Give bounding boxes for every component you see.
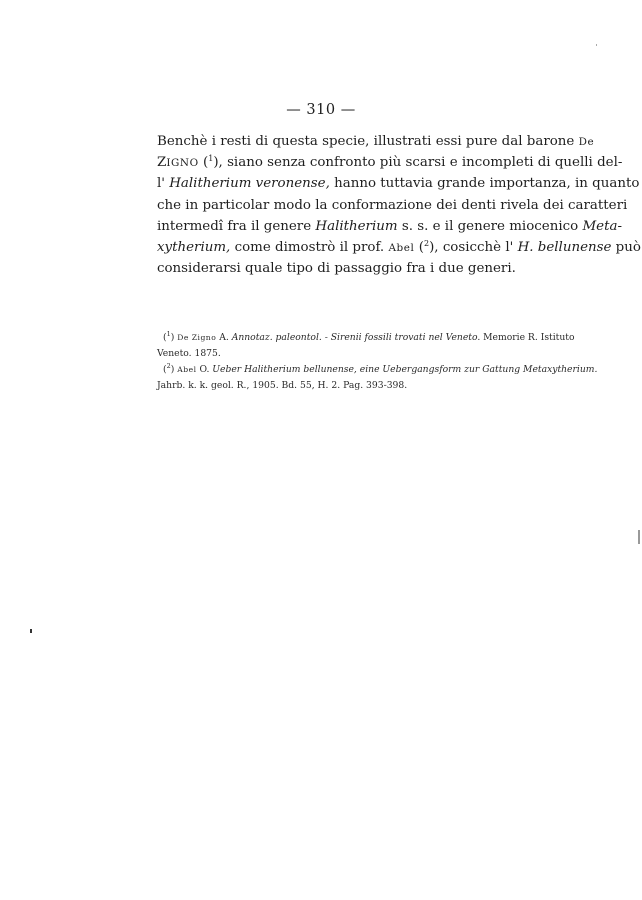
footnote-1-line-1: ($^1$) De Zigno A. Annotaz. paleontol. - Sirenii fossili trovati nel Veneto. Memorie R. Istituto	[163, 330, 575, 343]
text-run: l'	[157, 176, 170, 192]
body-paragraph	[157, 131, 641, 279]
paragraph-line-5	[157, 216, 622, 237]
text-run: A.	[216, 332, 232, 343]
genus-name-italic: xytherium,	[157, 239, 231, 255]
paragraph-line-1	[157, 131, 595, 152]
footnote-2-line-1: ($^2$) Abel O. Ueber Halitherium bellunense, eine Uebergangsform zur Gattung Metaxytherium.	[163, 362, 598, 375]
author-name-smallcaps: Abel	[177, 365, 197, 374]
text-run: può	[611, 239, 641, 255]
text-run: cosicchè l'	[442, 239, 518, 255]
citation-title-italic: Annotaz. paleontol. - Sirenii fossili trovati nel Veneto.	[231, 332, 481, 343]
author-name-smallcaps: IGNO	[166, 157, 199, 170]
text-run: Z	[157, 155, 167, 171]
paragraph-line-3	[157, 173, 640, 194]
genus-name-italic: Meta-	[582, 218, 622, 234]
footnote-marker-1: 1	[166, 330, 171, 338]
author-name-smallcaps: De Zigno	[177, 333, 217, 342]
paragraph-line-7: considerarsi quale tipo di passaggio fra i due generi.	[157, 261, 516, 277]
text-run: hanno tuttavia grande importanza, in quanto	[329, 176, 640, 192]
footnote-2-line-2: Jahrb. k. k. geol. R., 1905. Bd. 55, H. 2. Pag. 393-398.	[157, 380, 408, 391]
paragraph-line-4: che in particolar modo la conformazione dei denti rivela dei caratteri	[157, 197, 628, 213]
text-run: Benchè i resti di questa specie, illustrati essi pure dal barone	[157, 134, 579, 149]
species-name-italic: H. bellunense	[517, 239, 612, 255]
author-name-smallcaps: De	[578, 136, 595, 148]
footnote-ref-1: 1	[208, 154, 214, 164]
page-number: — 310 —	[286, 102, 356, 118]
species-name-italic: Halitherium veronense,	[169, 176, 330, 192]
text-run: intermedî fra il genere	[157, 218, 316, 234]
paragraph-line-6: xytherium, come dimostrò il prof. Abel ($^2$), cosicchè l' H. bellunense può	[157, 238, 641, 255]
text-run: siano senza confronto più scarsi e incompleti di quelli del-	[227, 155, 623, 171]
citation-title-italic: Ueber Halitherium bellunense, eine Uebergangsform zur Gattung Metaxytherium.	[212, 364, 598, 375]
text-run: O.	[196, 364, 213, 375]
author-name-smallcaps: Abel	[388, 241, 415, 254]
paragraph-line-2: ZIGNO ($^1$), siano senza confronto più scarsi e incompleti di quelli del-	[157, 154, 623, 171]
text-run: s. s. e il genere miocenico	[397, 218, 583, 234]
scan-edge-mark	[638, 530, 640, 544]
scan-speck	[30, 629, 32, 633]
text-run: Memorie R. Istituto	[480, 332, 575, 343]
text-run: come dimostrò il prof.	[230, 239, 389, 255]
footnote-1-line-2: Veneto. 1875.	[157, 348, 221, 359]
genus-name-italic: Halitherium	[315, 218, 398, 234]
footnotes	[157, 330, 598, 394]
footnote-marker-2: 2	[166, 362, 171, 370]
footnote-ref-2: 2	[423, 238, 430, 248]
scan-edge-mark	[596, 44, 597, 46]
